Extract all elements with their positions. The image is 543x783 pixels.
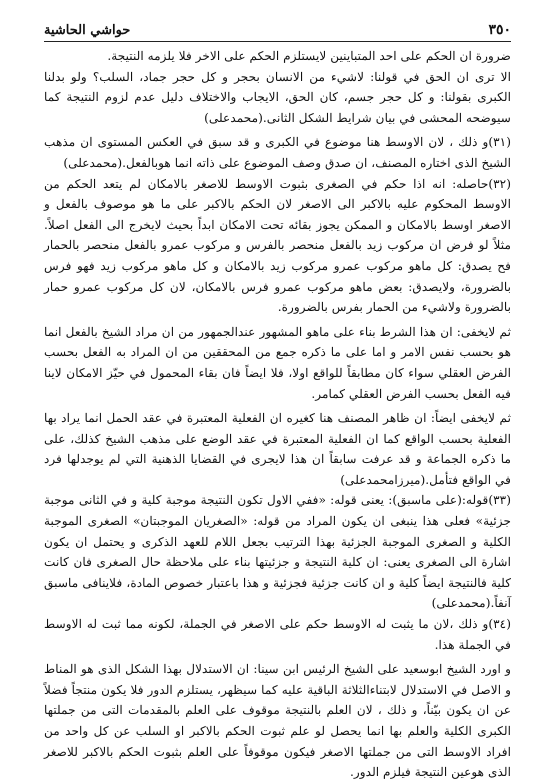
- paragraph: ثم لايخفى ايضاً: ان ظاهر المصنف هنا كغيره ان الفعلية المعتبرة في عقد الحمل انما يراد بها الفعلية بحسب الواقع كما ان الفعلية المعتبرة في عقد الوضع على مذهب الشيخ كذلك، على ما ذكره الجماعة و قد عرفت سابقاً ان هذا لايجرى في القضايا الذهنية التي لم يوجدلها فرد في الواقع فتأمل.(ميرزامحمدعلى): [44, 411, 511, 487]
- paragraph: الا ترى ان الحق في قولنا: لاشيء من الانسان بحجر و كل حجر جماد، السلب؟ ولو بدلنا الكبرى بقولنا: و كل حجر جسم، كان الحق، الايجاب والاختلاف دليل عدم لزوم النتيجة كما سيوضحه المحشى في بيان شرايط الشكل الثانى.(محمدعلى): [44, 69, 511, 125]
- paragraph: و اورد الشيخ ابوسعيد على الشيخ الرئيس ابن سينا: ان الاستدلال بهذا الشكل الذى هو المناط و الاصل في الاستدلال لابتناءالثلاثة الباقية عليه كما سيظهر، يستلزم الدور فلا يكون منتجاً فضلاً عن ان يكون بيّناً، و ذلك ، لان العلم بالنتيجة موقوف على العلم بالمقدمات التى من جملتها الكبرى الكلية والعلم بها انما يحصل لو علم ثبوت الحكم بالاكبر او السلب عن كل واحد من افراد الاوسط التى من جملتها الاصغر فيكون موقوفاً على العلم بثبوت الحكم بالاكبر للاصغر الذى هوعين النتيجة فيلزم الدور.: [44, 662, 511, 780]
- header-rule: [44, 41, 511, 42]
- paragraph: (٣١)و ذلك ، لان الاوسط هنا موضوع في الكبرى و قد سبق في العكس المستوى ان مذهب الشيخ الذى اختاره المصنف، ان صدق وصف الموضوع على ذاته انما هوبالفعل.(محمدعلى): [44, 135, 511, 170]
- paragraph: (٣٣)قوله:(على ماسبق): يعنى قوله: «ففي الاول تكون النتيجة موجبة كلية و في الثانى موجبة جزئية» فعلى هذا ينبغى ان يكون المراد من قوله: «الصغريان الموجبتان» الصغرى الموجبة الكلية و الصغرى الموجبة الجزئية بهذا الترتيب بجعل اللام للعهد الذكرى و يحتمل ان يكون اشارة الى الصغرى يعنى: ان كلية النتيجة و جزئيتها بناء على ملاحظة حال الصغرى فان كانت كلية فالنتيجة ايضاً كلية و ان كانت جزئية فجزئية و هذا باعتبار خصوص المادة، فلاينافى ماسبق آنفاً.(محمدعلى): [44, 493, 511, 611]
- paragraph: ثم لايخفى: ان هذا الشرط بناء على ماهو المشهور عندالجمهور من ان مراد الشيخ بالفعل انما هو بحسب نفس الامر و اما على ما ذكره جمع من المحققين من ان المراد به الفعل بحسب الفرض العقلي سواء كان مطابقاً للواقع اولا، فلا ايضاً فان بقاء المحمول في حيّز الامكان لاينا فيه الفعل بحسب الفرض العقلي كمامر.: [44, 324, 511, 401]
- paragraph: ضرورة ان الحكم على احد المتباينين لايستلزم الحكم على الاخر فلا يلزمه النتيجة.: [107, 49, 511, 63]
- page-number: ٣٥٠: [488, 22, 511, 38]
- page-body: [44, 46, 511, 783]
- paragraph: (٣٤)و ذلك ،لان ما يثبت له الاوسط حكم على الاصغر في الجملة، لكونه مما ثبت له الاوسط في الجملة هذا.: [44, 617, 511, 652]
- paragraph: (٣٢)حاصله: انه اذا حكم في الصغرى بثبوت الاوسط للاصغر بالامكان لم يتعد الحكم من الاوسط المحكوم عليه بالاكبر الى الاصغر لان الحكم بالاكبر على ما هو موصوف بالفعل و الاصغر اوسط بالامكان و الممكن يجوز بقائه تحت الامكان ابداً بحيث لايخرج الى الفعل اصلاً. مثلاً لو فرض ان مركوب زيد بالفعل منحصر بالفرس و مركوب عمرو بالفعل منحصر بالحمار فح يصدق: كل ماهو مركوب عمرو مركوب زيد بالامكان و كل ماهو مركوب زيد فهو فرس بالضرورة، ولايصدق: بعض ماهو مركوب عمرو فرس بالامكان، لان كل مركوب عمرو حمار بالضرورة ولاشيء من الحمار بفرس بالضرورة.: [44, 176, 511, 315]
- running-title: حواشي الحاشية: [44, 23, 131, 38]
- page-header: [44, 14, 511, 38]
